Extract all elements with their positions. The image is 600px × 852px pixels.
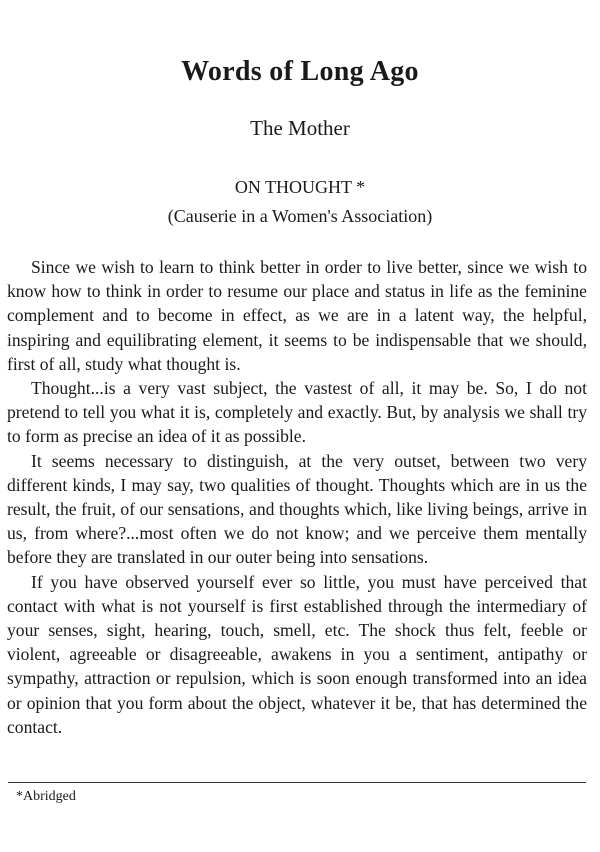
paragraph: If you have observed yourself ever so little, you must have perceived that contact with what is not yourself is first established through the intermediary of your senses, sight, hearing, touch, smell, etc. The shock thus felt, feeble or violent, agreeable or disagreeable, awakens in you a sentiment, antipathy or sympathy, attraction or repulsion, which is soon enough transformed into an idea or opinion that you form about the object, whatever it be, that has determined the contact. xyxy=(7,571,587,737)
body-text xyxy=(7,255,587,739)
footnote: *Abridged xyxy=(16,789,76,804)
paragraph: Since we wish to learn to think better in order to live better, since we wish to know how to think in order to resume our place and status in life as the feminine complement and to become in effect, as we are in a latent way, the helpful, inspiring and equilibrating element, it seems to be indispensable that we should, first of all, study what thought is. xyxy=(7,257,587,374)
paragraph: Thought...is a very vast subject, the vastest of all, it may be. So, I do not pretend to tell you what it is, completely and exactly. But, by analysis we shall try to form as precise an idea of it as possible. xyxy=(7,378,587,447)
section-subtitle: (Causerie in a Women's Association) xyxy=(167,206,433,226)
section-title: ON THOUGHT * xyxy=(234,177,366,197)
author-name: The Mother xyxy=(250,116,350,140)
paragraph: It seems necessary to distinguish, at the very outset, between two very different kinds, I may say, two qualities of thought. Thoughts which are in us the result, the fruit, of our sensations, and thoughts which, like living beings, arrive in us, from where?...most often we do not know; and we perceive them mentally before they are translated in our outer being into sensations. xyxy=(7,450,587,568)
page-title: Words of Long Ago xyxy=(181,56,419,87)
footnote-divider xyxy=(8,782,586,783)
